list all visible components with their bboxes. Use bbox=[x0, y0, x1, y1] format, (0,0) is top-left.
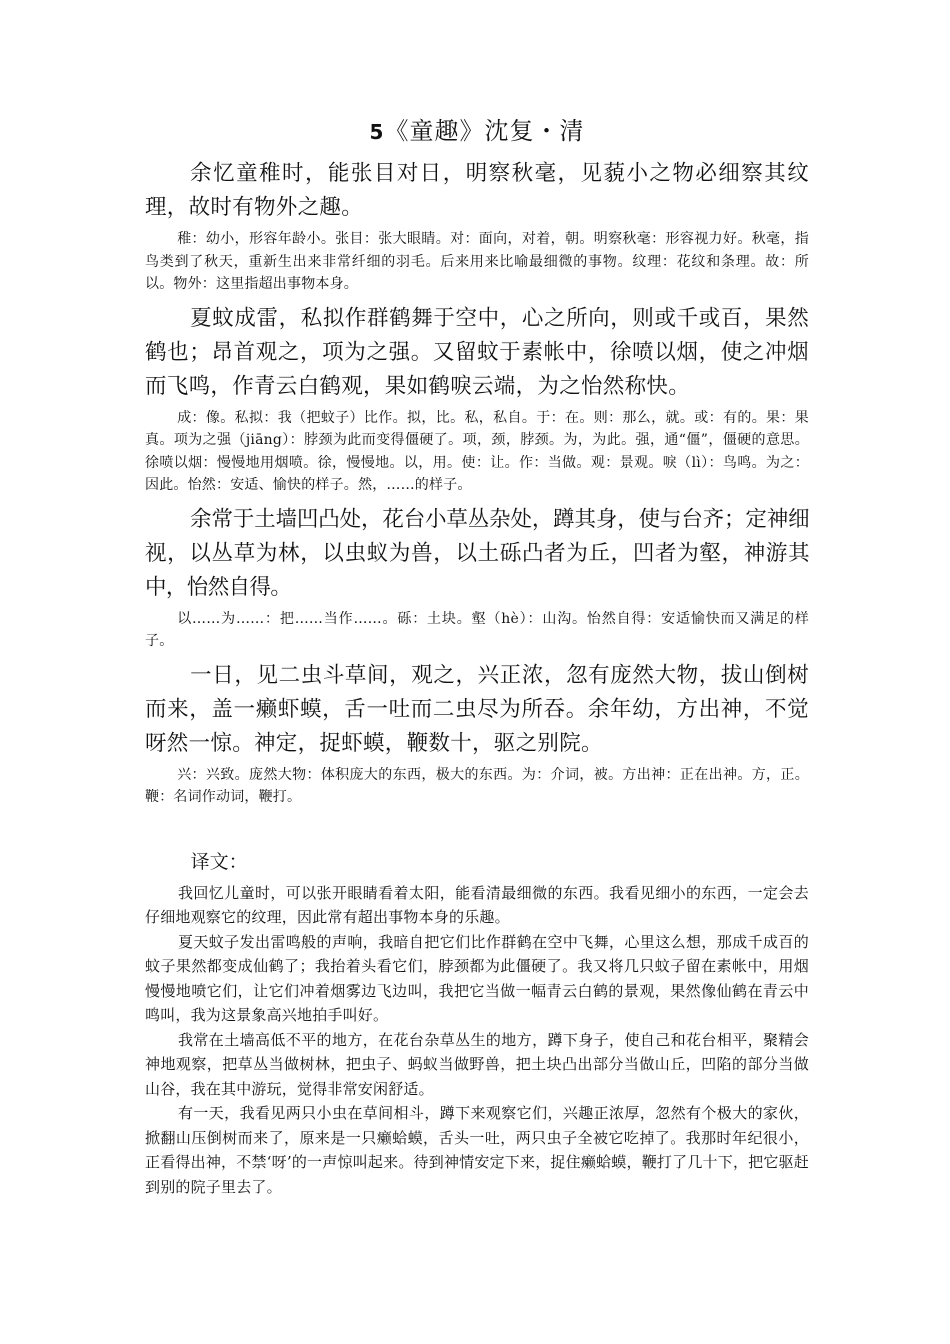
original-paragraph-4: 一日，见二虫斗草间，观之，兴正浓，忽有庞然大物，拔山倒树而来，盖一癞虾蟆，舌一吐而二虫尽为所吞。余年幼，方出神，不觉呀然一惊。神定，捉虾蟆，鞭数十，驱之别院。 bbox=[145, 662, 809, 756]
original-paragraph-2: 夏蚊成雷，私拟作群鹤舞于空中，心之所向，则或千或百，果然鹤也；昂首观之，项为之强。又留蚊于素帐中，徐喷以烟，使之冲烟而飞鸣，作青云白鹤观，果如鹤唳云端，为之怡然称快。 bbox=[145, 305, 809, 399]
section-number: 5 bbox=[369, 120, 385, 144]
title-text: 《童趣》沈复・清 bbox=[384, 117, 585, 145]
document-content bbox=[145, 112, 809, 1199]
section-spacer bbox=[145, 815, 809, 847]
translation-paragraph-1: 我回忆儿童时，可以张开眼睛看着太阳，能看清最细微的东西。我看见细小的东西，一定会去仔细地观察它的纹理，因此常有超出事物本身的乐趣。 bbox=[145, 883, 809, 926]
translation-heading: 译文： bbox=[190, 850, 248, 873]
original-paragraph-3: 余常于土墙凹凸处，花台小草丛杂处，蹲其身，使与台齐；定神细视，以丛草为林，以虫蚁为兽，以土砾凸者为丘，凹者为壑，神游其中，怡然自得。 bbox=[145, 506, 809, 600]
annotation-4: 兴：兴致。庞然大物：体积庞大的东西，极大的东西。为：介词，被。方出神：正在出神。方，正。鞭：名词作动词，鞭打。 bbox=[145, 766, 809, 805]
translation-paragraph-2: 夏天蚊子发出雷鸣般的声响，我暗自把它们比作群鹤在空中飞舞，心里这么想，那成千成百的蚊子果然都变成仙鹤了；我抬着头看它们，脖颈都为此僵硬了。我又将几只蚊子留在素帐中，用烟慢慢地喷它们，让它们冲着烟雾边飞边叫，我把它当做一幅青云白鹤的景观，果然像仙鹤在青云中鸣叫，我为这景象高兴地拍手叫好。 bbox=[145, 932, 809, 1024]
annotation-2: 成：像。私拟：我（把蚊子）比作。拟，比。私，私自。于：在。则：那么，就。或：有的。果：果真。项为之强（jiāng）：脖颈为此而变得僵硬了。项，颈，脖颈。为，为此。强，通“僵”，僵硬的意思。徐喷以烟：慢慢地用烟喷。徐，慢慢地。以，用。使：让。作：当做。观：景观。唳（lì）：鸟鸣。为之：因此。怡然：安适、愉快的样子。然，……的样子。 bbox=[145, 409, 809, 493]
annotation-1: 稚：幼小，形容年龄小。张目：张大眼睛。对：面向，对着，朝。明察秋毫：形容视力好。秋毫，指鸟类到了秋天，重新生出来非常纤细的羽毛。后来用来比喻最细微的事物。纹理：花纹和条理。故：所以。物外：这里指超出事物本身。 bbox=[145, 231, 809, 292]
translation-paragraph-3: 我常在土墙高低不平的地方，在花台杂草丛生的地方，蹲下身子，使自己和花台相平，聚精会神地观察，把草丛当做树林，把虫子、蚂蚁当做野兽，把土块凸出部分当做山丘，凹陷的部分当做山谷，我在其中游玩，觉得非常安闲舒适。 bbox=[145, 1030, 809, 1098]
original-paragraph-1: 余忆童稚时，能张目对日，明察秋毫，见藐小之物必细察其纹理，故时有物外之趣。 bbox=[145, 161, 809, 220]
annotation-3: 以……为……：把……当作……。砾：土块。壑（hè）：山沟。怡然自得：安适愉快而又满足的样子。 bbox=[145, 610, 809, 649]
page-title bbox=[145, 112, 809, 151]
translation-paragraph-4: 有一天，我看见两只小虫在草间相斗，蹲下来观察它们，兴趣正浓厚，忽然有个极大的家伙，掀翻山压倒树而来了，原来是一只癞蛤蟆，舌头一吐，两只虫子全被它吃掉了。我那时年纪很小，正看得出神，不禁‘呀’的一声惊叫起来。待到神情安定下来，捉住癞蛤蟆，鞭打了几十下，把它驱赶到别的院子里去了。 bbox=[145, 1104, 809, 1196]
